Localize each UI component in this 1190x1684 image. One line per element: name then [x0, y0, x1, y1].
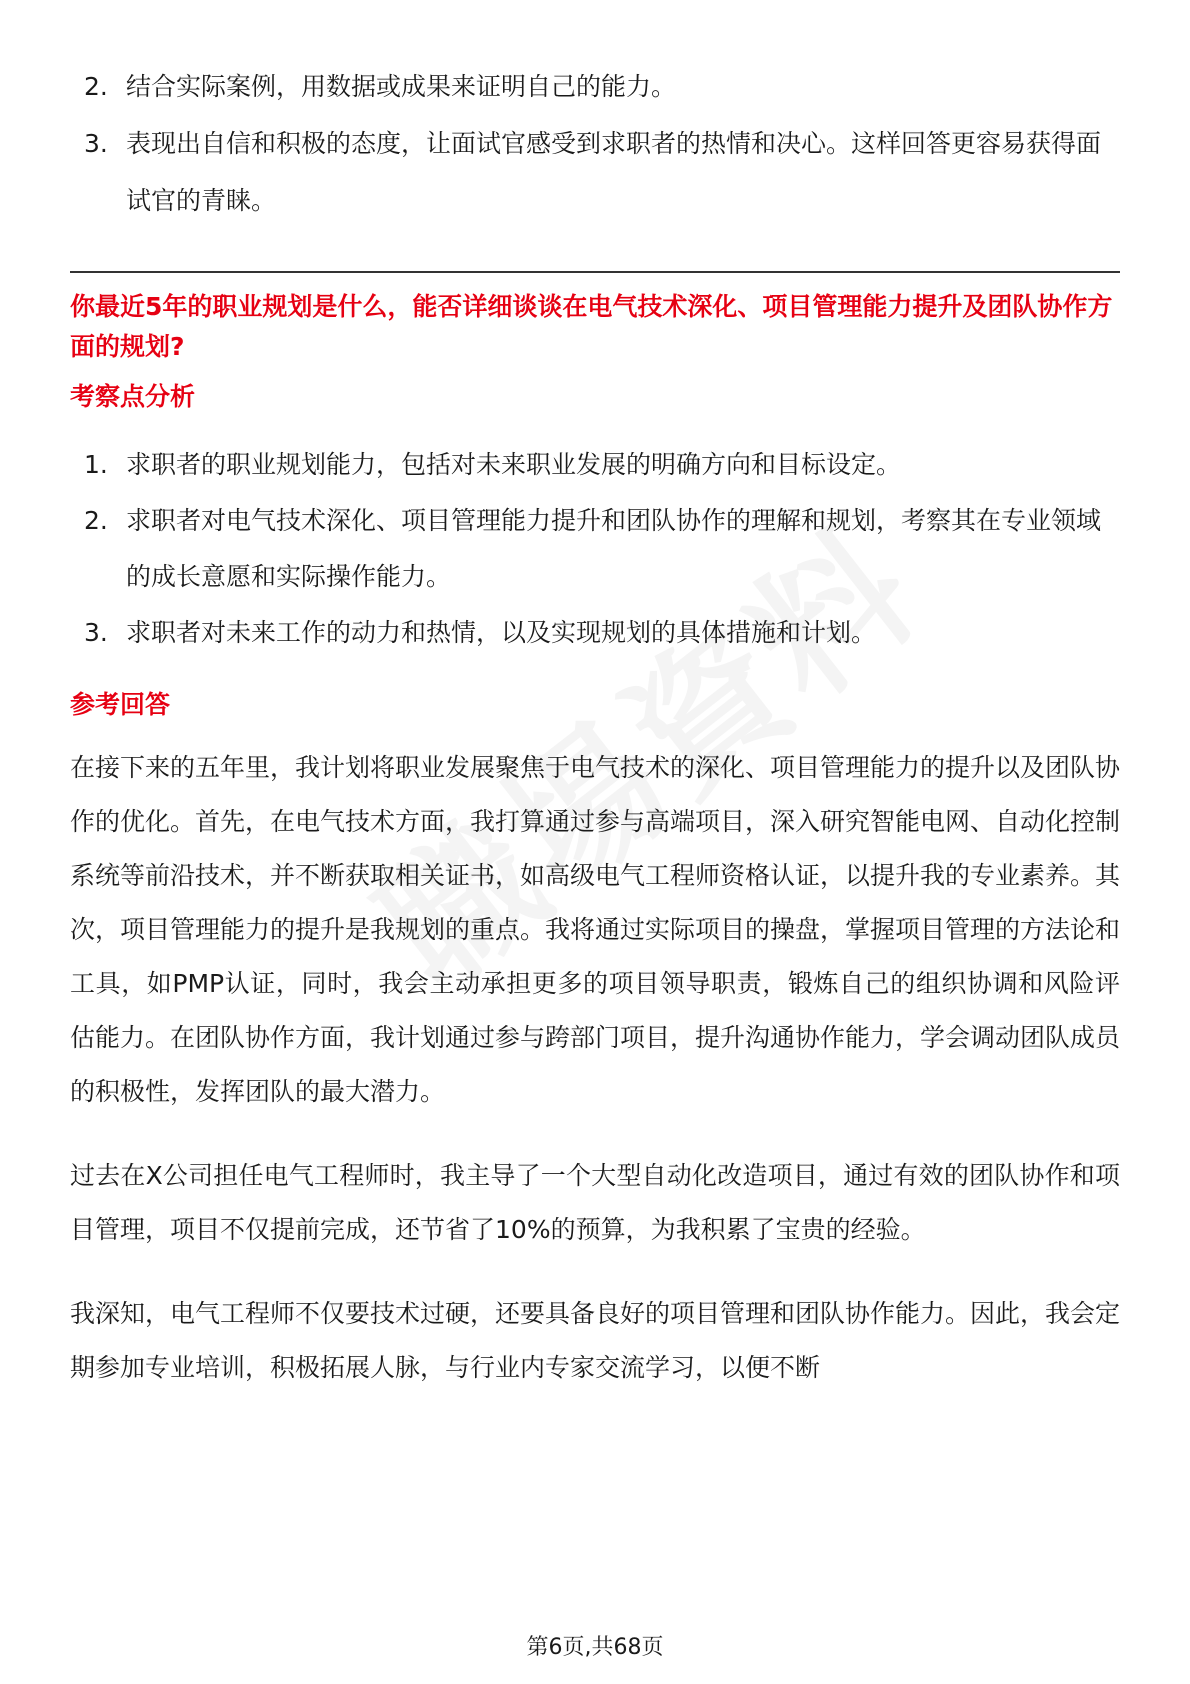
list-item — [70, 115, 1120, 229]
list-item — [70, 58, 1120, 115]
list-item-text: 表现出自信和积极的态度，让面试官感受到求职者的热情和决心。这样回答更容易获得面试官的青睐。 — [126, 129, 1102, 215]
list-item-text: 求职者对电气技术深化、项目管理能力提升和团队协作的理解和规划，考察其在专业领域的成长意愿和实际操作能力。 — [126, 506, 1102, 591]
list-item — [70, 493, 1120, 605]
list-item-number: 3. — [84, 618, 108, 647]
list-item — [70, 437, 1120, 493]
question-heading: 你最近5年的职业规划是什么，能否详细谈谈在电气技术深化、项目管理能力提升及团队协作方面的规划? — [70, 292, 1113, 361]
list-item-number: 2. — [84, 506, 108, 535]
list-item — [70, 605, 1120, 661]
previous-answer-list — [70, 58, 1120, 229]
page-content — [70, 58, 1120, 1425]
answer-paragraph: 在接下来的五年里，我计划将职业发展聚焦于电气技术的深化、项目管理能力的提升以及团队协作的优化。首先，在电气技术方面，我打算通过参与高端项目，深入研究智能电网、自动化控制系统等前沿技术，并不断获取相关证书，如高级电气工程师资格认证，以提升我的专业素养。其次，项目管理能力的提升是我规划的重点。我将通过实际项目的操盘，掌握项目管理的方法论和工具，如PMP认证，同时，我会主动承担更多的项目领导职责，锻炼自己的组织协调和风险评估能力。在团队协作方面，我计划通过参与跨部门项目，提升沟通协作能力，学会调动团队成员的积极性，发挥团队的最大潜力。 — [70, 753, 1121, 1106]
section-divider — [70, 271, 1120, 273]
list-item-number: 1. — [84, 450, 108, 479]
list-item-text: 求职者的职业规划能力，包括对未来职业发展的明确方向和目标设定。 — [126, 450, 902, 479]
answer-title: 参考回答 — [70, 690, 171, 719]
analysis-title: 考察点分析 — [70, 382, 196, 411]
list-item-number: 2. — [84, 72, 108, 101]
list-item-text: 结合实际案例，用数据或成果来证明自己的能力。 — [126, 72, 677, 101]
list-item-number: 3. — [84, 129, 108, 158]
answer-paragraph: 我深知，电气工程师不仅要技术过硬，还要具备良好的项目管理和团队协作能力。因此，我会定期参加专业培训，积极拓展人脉，与行业内专家交流学习，以便不断 — [70, 1299, 1121, 1382]
list-item-text: 求职者对未来工作的动力和热情，以及实现规划的具体措施和计划。 — [126, 618, 877, 647]
page-number: 第6页,共68页 — [526, 1635, 664, 1660]
answer-paragraph: 过去在X公司担任电气工程师时，我主导了一个大型自动化改造项目，通过有效的团队协作和项目管理，项目不仅提前完成，还节省了10%的预算，为我积累了宝贵的经验。 — [70, 1161, 1120, 1244]
analysis-list — [70, 437, 1120, 661]
